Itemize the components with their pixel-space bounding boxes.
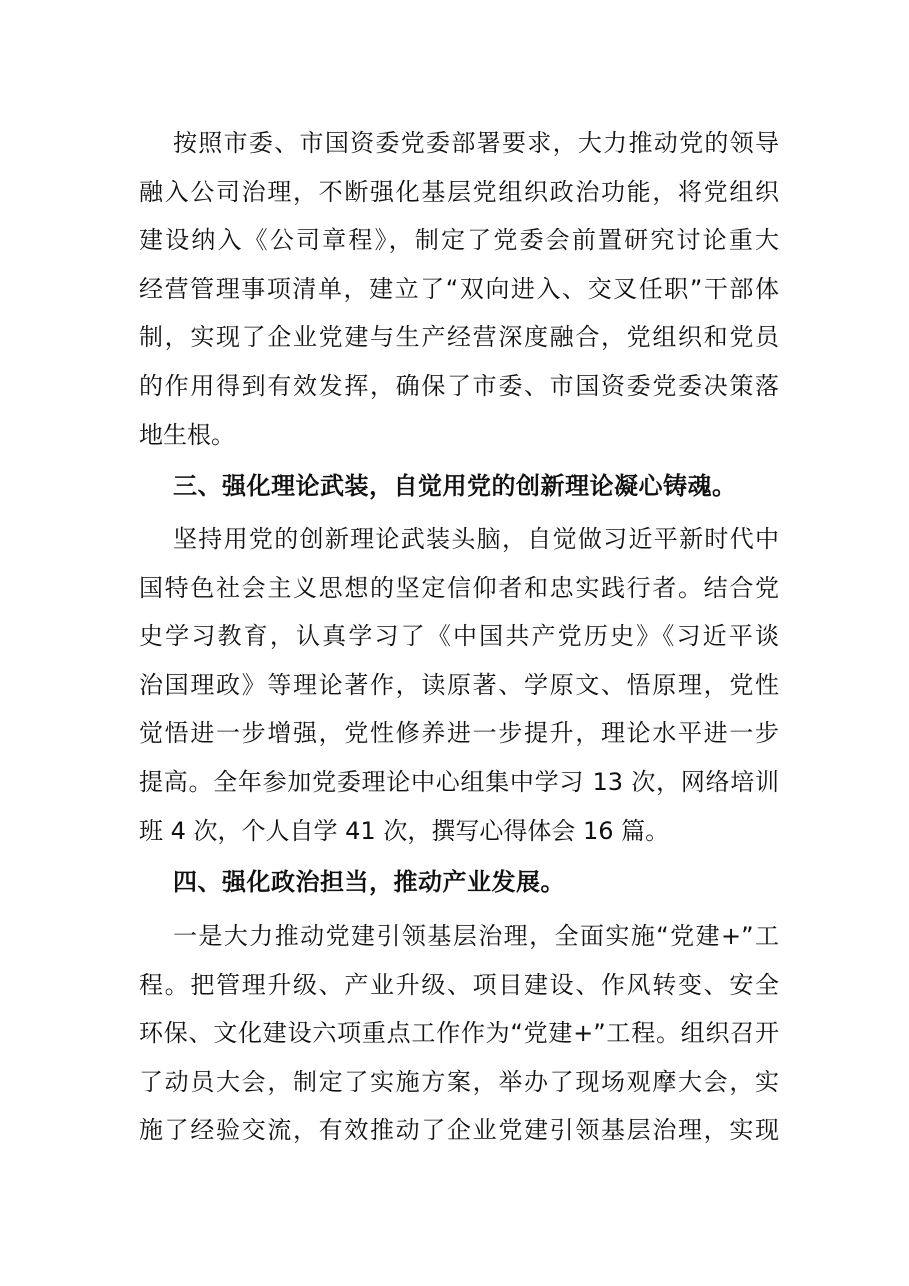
paragraph-line: 一是大力推动党建引领基层治理，全面实施“党建+”工 [173, 922, 779, 950]
paragraph-line: 程。把管理升级、产业升级、项目建设、作风转变、安全 [139, 970, 779, 999]
section-heading [139, 462, 779, 511]
paragraph-line: 地生根。 [139, 420, 235, 449]
paragraph-line: 班 4 次，个人自学 41 次，撰写心得体会 16 篇。 [139, 816, 670, 845]
paragraph-line: 了动员大会，制定了实施方案，举办了现场观摩大会，实 [139, 1067, 779, 1096]
paragraph-line: 史学习教育，认真学习了《中国共产党历史》《习近平谈 [139, 622, 779, 651]
paragraph-line: 提高。全年参加党委理论中心组集中学习 13 次，网络培训 [139, 767, 779, 796]
body-paragraph [139, 119, 779, 459]
paragraph-line: 环保、文化建设六项重点工作作为“党建+”工程。组织召开 [139, 1019, 779, 1048]
paragraph-line: 治国理政》等理论著作，读原著、学原文、悟原理，党性 [139, 670, 779, 699]
body-paragraph [139, 515, 779, 855]
body-paragraph [139, 912, 779, 1155]
paragraph-line: 按照市委、市国资委党委部署要求，大力推动党的领导 [173, 129, 779, 157]
paragraph-line: 融入公司治理，不断强化基层党组织政治功能，将党组织 [139, 177, 779, 206]
section-heading [139, 858, 779, 907]
paragraph-line: 觉悟进一步增强，党性修养进一步提升，理论水平进一步 [139, 719, 779, 748]
paragraph-line: 施了经验交流，有效推动了企业党建引领基层治理，实现 [139, 1116, 779, 1145]
heading-text: 四、强化政治担当，推动产业发展。 [173, 868, 565, 896]
paragraph-line: 制，实现了企业党建与生产经营深度融合，党组织和党员 [139, 323, 779, 352]
paragraph-line: 建设纳入《公司章程》，制定了党委会前置研究讨论重大 [139, 226, 779, 255]
heading-text: 三、强化理论武装，自觉用党的创新理论凝心铸魂。 [173, 472, 737, 500]
paragraph-line: 国特色社会主义思想的坚定信仰者和忠实践行者。结合党 [139, 573, 779, 602]
paragraph-line: 经营管理事项清单，建立了“双向进入、交叉任职”干部体 [139, 274, 779, 303]
paragraph-line: 的作用得到有效发挥，确保了市委、市国资委党委决策落 [139, 371, 779, 400]
paragraph-line: 坚持用党的创新理论武装头脑，自觉做习近平新时代中 [173, 525, 779, 553]
